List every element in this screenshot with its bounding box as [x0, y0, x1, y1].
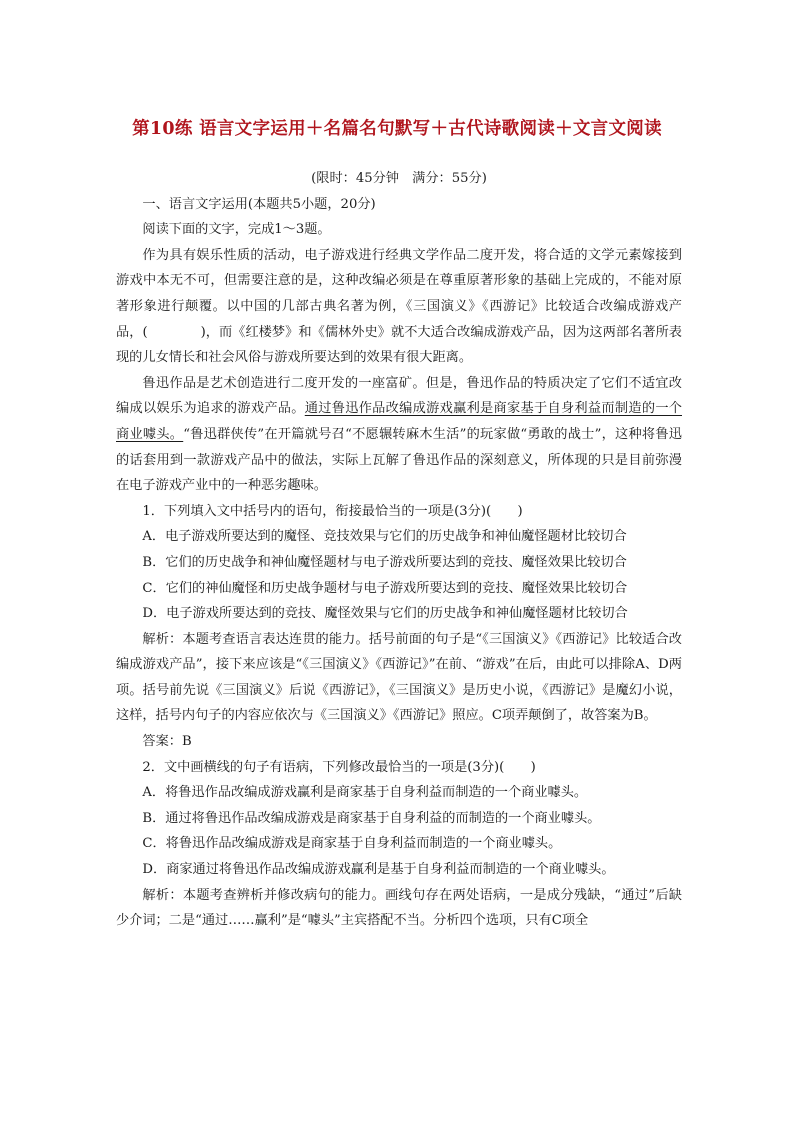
- question-1-analysis: 解析：本题考查语言表达连贯的能力。括号前面的句子是“《三国演义》《西游记》比较适合改编成游戏产品”，接下来应该是“《三国演义》《西游记》”在前、“游戏”在后，由此可以排除A、D两项。括号前先说《三国演义》后说《西游记》，《三国演义》是历史小说，《西游记》是魔幻小说，这样，括号内句子的内容应依次与《三国演义》《西游记》照应。C项弄颠倒了，故答案为B。: [116, 631, 682, 724]
- question-2-option-c: C．将鲁迅作品改编成游戏是商家基于自身利益而制造的一个商业噱头。: [142, 836, 562, 852]
- reading-instruction: 阅读下面的文字，完成1～3题。: [142, 222, 331, 238]
- question-1-option-b: B．它们的历史战争和神仙魔怪题材与电子游戏所要达到的竞技、魔怪效果比较切合: [142, 554, 627, 570]
- question-1-option-d: D．电子游戏所要达到的竞技、魔怪效果与它们的历史战争和神仙魔怪题材比较切合: [142, 606, 628, 622]
- section-heading: 一、语言文字运用(本题共5小题，20分): [142, 196, 376, 212]
- question-2-analysis: 解析：本题考查辨析并修改病句的能力。画线句存在两处语病，一是成分残缺，“通过”后缺少介词；二是“通过……赢利”是“噱头”主宾搭配不当。分析四个选项，只有C项全: [116, 887, 682, 929]
- passage-paragraph-2: [116, 371, 682, 499]
- question-2-option-b: B．通过将鲁迅作品改编成游戏是商家基于自身利益的而制造的一个商业噱头。: [142, 810, 601, 826]
- page-title: 第10练 语言文字运用＋名篇名句默写＋古代诗歌阅读＋文言文阅读: [132, 119, 662, 139]
- question-1-stem: 1．下列填入文中括号内的语句，衔接最恰当的一项是(3分)( ): [142, 503, 523, 519]
- underlined-sentence: 通过鲁迅作品改编成游戏赢利是商家基于自身利益而制造的一个商业噱头。: [116, 401, 682, 442]
- question-1-option-a: A．电子游戏所要达到的魔怪、竞技效果与它们的历史战争和神仙魔怪题材比较切合: [142, 529, 627, 545]
- question-1-answer: 答案：B: [142, 734, 192, 750]
- document-body: [116, 166, 682, 934]
- question-2-option-d: D．商家通过将鲁迅作品改编成游戏赢利是基于自身利益而制造的一个商业噱头。: [142, 862, 615, 878]
- time-score-limits: (限时：45分钟 满分：55分): [311, 171, 487, 186]
- passage-paragraph-1: 作为具有娱乐性质的活动，电子游戏进行经典文学作品二度开发，将合适的文学元素嫁接到游戏中本无不可，但需要注意的是，这种改编必须是在尊重原著形象的基础上完成的，不能对原著形象进行颠覆。以中国的几部古典名著为例，《三国演义》《西游记》比较适合改编成游戏产品，( )，而《红楼梦》和《儒林外史》就不大适合改编成游戏产品，因为这两部名著所表现的儿女情长和社会风俗与游戏所要达到的效果有很大距离。: [116, 247, 682, 366]
- passage-paragraph-2-end: “鲁迅群侠传”在开篇就号召“不愿辗转麻木生活”的玩家做“勇敢的战士”，这种将鲁迅的话套用到一款游戏产品中的做法，实际上瓦解了鲁迅作品的深刻意义，所体现的只是目前弥漫在电子游戏产业中的一种恶劣趣味。: [116, 426, 682, 494]
- question-2-stem: 2．文中画横线的句子有语病，下列修改最恰当的一项是(3分)( ): [142, 759, 536, 775]
- question-2-option-a: A．将鲁迅作品改编成游戏赢利是商家基于自身利益而制造的一个商业噱头。: [142, 785, 588, 801]
- passage-paragraph-2-start: 鲁迅作品是艺术创造进行二度开发的一座富矿。但是，鲁迅作品的特质决定了它们不适宜改编成以娱乐为追求的游戏产品。: [116, 375, 682, 417]
- question-1-option-c: C．它们的神仙魔怪和历史战争题材与电子游戏所要达到的竞技、魔怪效果比较切合: [142, 580, 628, 596]
